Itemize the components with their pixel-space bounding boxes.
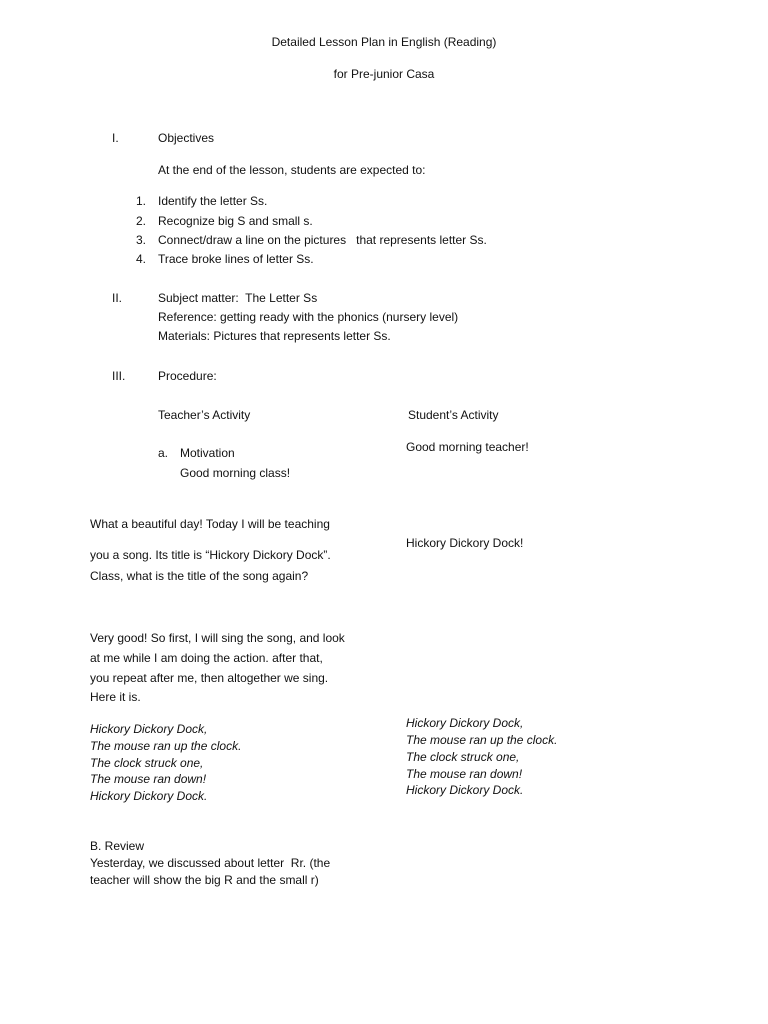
teacher-lyric-line: The clock struck one, xyxy=(90,756,204,770)
student-lyric-line: The clock struck one, xyxy=(406,750,520,764)
student-lyric-line: Hickory Dickory Dock, xyxy=(406,716,524,730)
materials-line: Materials: Pictures that represents letter Ss. xyxy=(158,329,391,343)
review-heading: B. Review xyxy=(90,839,145,853)
objective-item: Connect/draw a line on the pictures that represents letter Ss. xyxy=(158,233,487,247)
document-subtitle: for Pre-junior Casa xyxy=(333,67,435,81)
teacher-activity-heading: Teacher’s Activity xyxy=(158,408,251,422)
objective-number: 4. xyxy=(136,252,147,266)
objective-number: 2. xyxy=(136,214,147,228)
student-activity-heading: Student’s Activity xyxy=(408,408,499,422)
objective-item: Trace broke lines of letter Ss. xyxy=(158,252,314,266)
teacher-instruction-line: you repeat after me, then altogether we sing. xyxy=(90,671,329,685)
teacher-lyric-line: The mouse ran up the clock. xyxy=(90,739,242,753)
student-lyric-line: The mouse ran down! xyxy=(406,767,523,781)
teacher-greeting: Good morning class! xyxy=(180,466,291,480)
teacher-lyric-line: Hickory Dickory Dock, xyxy=(90,722,208,736)
teacher-lyric-line: The mouse ran down! xyxy=(90,772,207,786)
subject-matter-line: Subject matter: The Letter Ss xyxy=(158,291,318,305)
review-line: Yesterday, we discussed about letter Rr. (the xyxy=(90,856,331,870)
objective-number: 3. xyxy=(136,233,147,247)
objective-number: 1. xyxy=(136,194,147,208)
objective-item: Identify the letter Ss. xyxy=(158,194,268,208)
objectives-numeral: I. xyxy=(112,131,119,145)
student-greeting: Good morning teacher! xyxy=(406,440,529,454)
reference-line: Reference: getting ready with the phonics (nursery level) xyxy=(158,310,459,324)
objectives-intro: At the end of the lesson, students are expected to: xyxy=(158,163,426,177)
teacher-instruction-line: Here it is. xyxy=(90,690,141,704)
teacher-song-intro-line: What a beautiful day! Today I will be teaching xyxy=(90,517,330,531)
procedure-numeral: III. xyxy=(112,369,126,383)
review-line: teacher will show the big R and the small r) xyxy=(90,873,319,887)
student-song-title: Hickory Dickory Dock! xyxy=(406,536,524,550)
motivation-label: Motivation xyxy=(180,446,235,460)
objective-item: Recognize big S and small s. xyxy=(158,214,313,228)
procedure-heading: Procedure: xyxy=(158,369,217,383)
teacher-lyric-line: Hickory Dickory Dock. xyxy=(90,789,208,803)
objectives-heading: Objectives xyxy=(158,131,215,145)
student-lyric-line: The mouse ran up the clock. xyxy=(406,733,558,747)
teacher-instruction-line: at me while I am doing the action. after that, xyxy=(90,651,323,665)
subject-matter-numeral: II. xyxy=(112,291,123,305)
document-title: Detailed Lesson Plan in English (Reading) xyxy=(271,35,497,49)
teacher-song-intro-line: you a song. Its title is “Hickory Dickory Dock”. xyxy=(90,548,331,562)
student-lyric-line: Hickory Dickory Dock. xyxy=(406,783,524,797)
teacher-instruction-line: Very good! So first, I will sing the song, and look xyxy=(90,631,345,645)
motivation-letter: a. xyxy=(158,446,169,460)
teacher-song-intro-line: Class, what is the title of the song again? xyxy=(90,569,309,583)
